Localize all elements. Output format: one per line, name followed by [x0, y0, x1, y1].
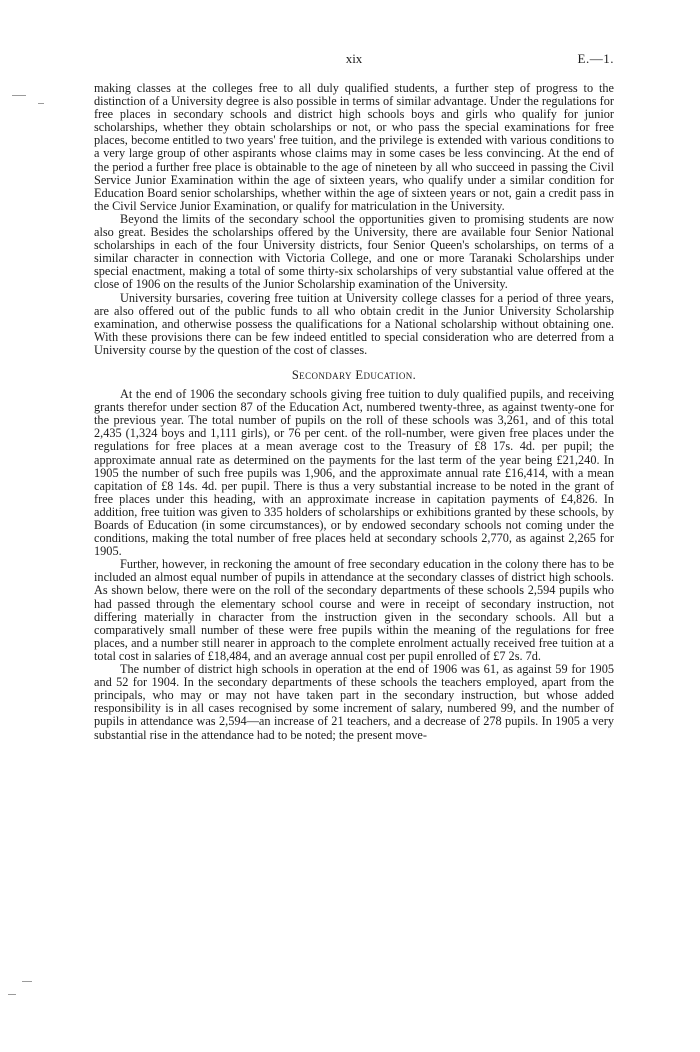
paragraph: University bursaries, covering free tuition at University college classes for a period of three years, are also offered out of the public funds to all who obtain credit in the Junior University Scholarship examination, and otherwise possess the qualifications for a National scholarship without obtaining one. With these provisions there can be few indeed entitled to special consideration who are deterred from a University course by the question of the cost of classes.	[94, 290, 614, 357]
scan-margin-mark	[12, 95, 26, 96]
paragraph: Further, however, in reckoning the amount of free secondary education in the colony there has to be included an almost equal number of pupils in attendance at the secondary classes of district high schools. As shown below, there were on the roll of the secondary departments of these schools 2,594 pupils who had passed through the elementary school course and were in receipt of secondary instruction, not differing materially in character from the instruction given in the secondary schools. All but a comparatively small number of these were free pupils within the meaning of the regulations for free places, and a number still nearer in approach to the complete enrolment actually received free tuition at a total cost in salaries of £18,484, and an average annual cost per pupil enrolled of £7 2s. 7d.	[94, 557, 614, 663]
scan-margin-mark	[22, 981, 32, 982]
paragraph: making classes at the colleges free to all duly qualified students, a further step of progress to the distinction of a University degree is also possible in terms of similar advantage. Under the regulations for free places in secondary schools and district high schools boys and girls who qualify for junior scholarships, whether they obtain scholarships or not, or who pass the special examinations for free places, become entitled to two years' free tuition, and the privilege is extended with various conditions to a very large group of other aspirants whose claims may in some cases be less convincing. At the end of the period a further free place is obtainable to the age of nineteen by all who succeed in passing the Civil Service Junior Examination within the age of sixteen years, who qualify under a similar condition for Education Board senior scholarships, whether within the age of sixteen years or not, gain a credit pass in the Civil Service Junior Examination, or qualify for matriculation in the University.	[94, 81, 614, 213]
paragraph: At the end of 1906 the secondary schools giving free tuition to duly qualified pupils, and receiving grants therefor under section 87 of the Education Act, numbered twenty-three, as against twenty-one for the previous year. The total number of pupils on the roll of these schools was 3,261, and of this total 2,435 (1,324 boys and 1,111 girls), or 76 per cent. of the roll-number, were given free places under the regulations for free places at a mean average cost to the Treasury of £8 17s. 4d. per pupil; the approximate annual rate as determined on the payments for the last term of the year being £21,240. In 1905 the number of such free pupils was 1,906, and the approximate annual rate £16,414, with a mean capitation of £8 14s. 4d. per pupil. There is thus a very substantial increase to be noted in the grant of free places under this heading, with an approximate increase in capitation payments of £4,826. In addition, free tuition was given to 335 holders of scholarships or exhibitions granted by these schools, by Boards of Education (in some circumstances), or by endowed secondary schools not coming under the conditions, making the total number of free places held at secondary schools 2,770, as against 2,265 for 1905.	[94, 387, 614, 559]
document-reference: E.—1.	[577, 51, 614, 66]
paragraph: The number of district high schools in operation at the end of 1906 was 61, as against 59 for 1905 and 52 for 1904. In the secondary departments of these schools the teachers employed, apart from the principals, who may or may not have taken part in the secondary instruction, but whose added responsibility is in all cases recognised by some increment of salary, numbered 99, and the number of pupils in attendance was 2,594—an increase of 21 teachers, and a decrease of 278 pupils. In 1905 a very substantial rise in the attendance had to be noted; the present move-	[94, 662, 614, 742]
scan-margin-mark	[8, 994, 16, 995]
body-text	[94, 82, 614, 742]
paragraph: Beyond the limits of the secondary school the opportunities given to promising students are now also great. Besides the scholarships offered by the University, there are available four Senior National scholarships in each of the four University districts, four Senior Queen's scholarships, on terms of a similar character in connection with Victoria College, and one or more Taranaki Scholarships under special enactment, making a total of some thirty-six scholarships of very substantial value offered at the close of 1906 on the results of the Junior Scholarship examination of the University.	[94, 211, 614, 292]
page-number: xix	[345, 51, 363, 66]
scan-margin-mark	[38, 103, 44, 104]
page-header	[94, 50, 614, 68]
section-heading: Secondary Education.	[291, 367, 417, 382]
